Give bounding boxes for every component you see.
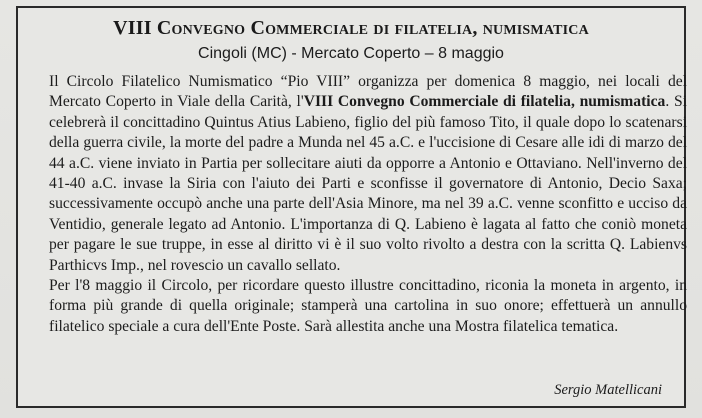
article-box bbox=[16, 6, 686, 408]
paragraph-1 bbox=[49, 72, 687, 276]
paragraph-1-intro: Il Circolo Filatelico Numismatico “Pio VIII” organizza per domenica 8 maggio, nei locali del Mercato Coperto in Viale della Carità, l' bbox=[49, 73, 687, 111]
event-name: VIII Convegno Commerciale di filatelia, numismatica bbox=[303, 93, 666, 111]
paragraph-2: Per l'8 maggio il Circolo, per ricordare questo illustre concittadino, riconia la moneta in argento, in forma più grande di quella originale; stamperà una cartolina in suo onore; effettuerà un annullo filatelico speciale a cura dell'Ente Poste. Sarà allestita anche una Mostra filatelica tematica. bbox=[49, 277, 687, 335]
article-body bbox=[49, 72, 687, 337]
author-signature: Sergio Matellicani bbox=[554, 382, 662, 398]
paragraph-1-rest: . Si celebrerà il concittadino Quintus Atius Labieno, figlio del più famoso Tito, il quale dopo lo scatenarsi della guerra civile, la morte del padre a Munda nel 45 a.C. e l'uccisione di Cesare alle idi di marzo del 44 a.C. viene inviato in Partia per sollecitare aiuti da opporre a Antonio e Ottaviano. Nell'inverno del 41-40 a.C. invase la Siria con l'aiuto dei Parti e sconfisse il governatore di Antonio, Decio Saxa; successivamente occupò anche una parte dell'Asia Minore, ma nel 39 a.C. venne sconfitto e ucciso da Ventidio, generale legato ad Antonio. L'importanza di Q. Labieno è lagata al fatto che coniò moneta per pagare le sue truppe, in esse al diritto vi è il suo volto rivolto a destra con la scritta Q. Labienvs Parthicvs Imp., nel rovescio un cavallo sellato. bbox=[49, 93, 687, 274]
article-title: VIII Convegno Commerciale di filatelia, numismatica bbox=[113, 17, 589, 39]
article-subtitle: Cingoli (MC) - Mercato Coperto – 8 maggio bbox=[198, 45, 504, 62]
